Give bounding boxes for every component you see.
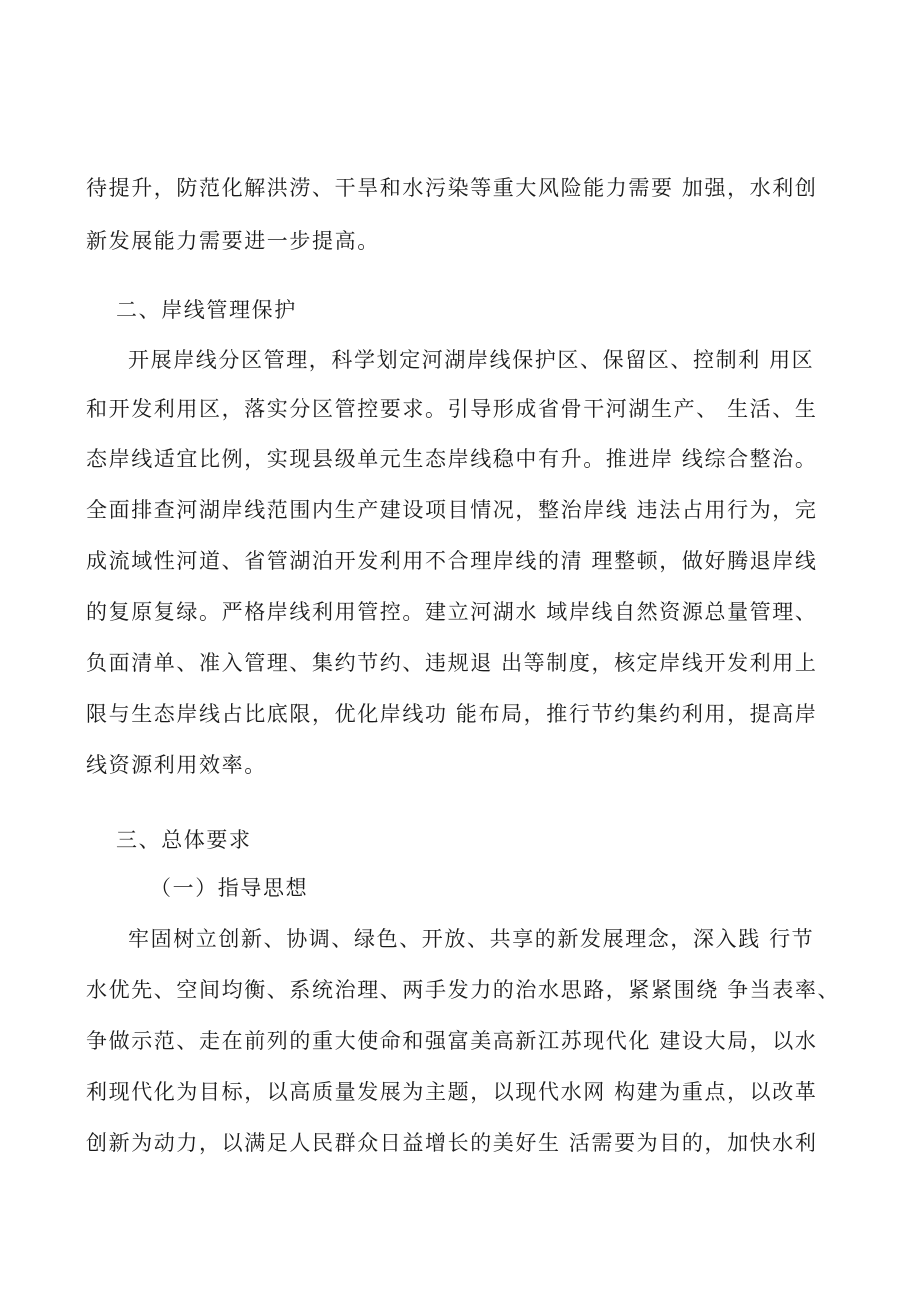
paragraph-line: 新发展能力需要进一步提高。 [86, 229, 380, 253]
section-heading: 三、总体要求 [116, 828, 252, 852]
paragraph-line: 全面排查河湖岸线范围内生产建设项目情况，整治岸线 违法占用行为，完 [86, 498, 818, 522]
paragraph-line: 水优先、空间均衡、系统治理、两手发力的治水思路，紧紧围绕 争当表率、 [86, 978, 841, 1002]
paragraph-line: 待提升，防范化解洪涝、干旱和水污染等重大风险能力需要 加强，水利创 [86, 176, 818, 200]
paragraph-line: 争做示范、走在前列的重大使命和强富美高新江苏现代化 建设大局，以水 [86, 1029, 818, 1053]
paragraph-line: 牢固树立创新、协调、绿色、开放、共享的新发展理念，深入践 行节 [128, 927, 815, 951]
paragraph-line: 的复原复绿。严格岸线利用管控。建立河湖水 域岸线自然资源总量管理、 [86, 600, 818, 624]
section-heading: 二、岸线管理保护 [116, 298, 297, 322]
paragraph-line: 开展岸线分区管理，科学划定河湖岸线保护区、保留区、控制利 用区 [128, 348, 815, 372]
paragraph-line: 利现代化为目标，以高质量发展为主题，以现代水网 构建为重点，以改革 [86, 1080, 818, 1104]
paragraph-line: 和开发利用区，落实分区管控要求。引导形成省骨干河湖生产、 生活、生 [86, 397, 818, 421]
paragraph-line: 态岸线适宜比例，实现县级单元生态岸线稳中有升。推进岸 线综合整治。 [86, 447, 818, 471]
paragraph-line: 线资源利用效率。 [86, 753, 267, 777]
paragraph-line: 创新为动力，以满足人民群众日益增长的美好生 活需要为目的，加快水利 [86, 1131, 818, 1155]
paragraph-line: 限与生态岸线占比底限，优化岸线功 能布局，推行节约集约利用，提高岸 [86, 702, 818, 726]
paragraph-line: 成流域性河道、省管湖泊开发利用不合理岸线的清 理整顿，做好腾退岸线 [86, 549, 818, 573]
paragraph-line: 负面清单、准入管理、集约节约、违规退 出等制度，核定岸线开发利用上 [86, 651, 818, 675]
subsection-heading: （一）指导思想 [150, 876, 309, 900]
